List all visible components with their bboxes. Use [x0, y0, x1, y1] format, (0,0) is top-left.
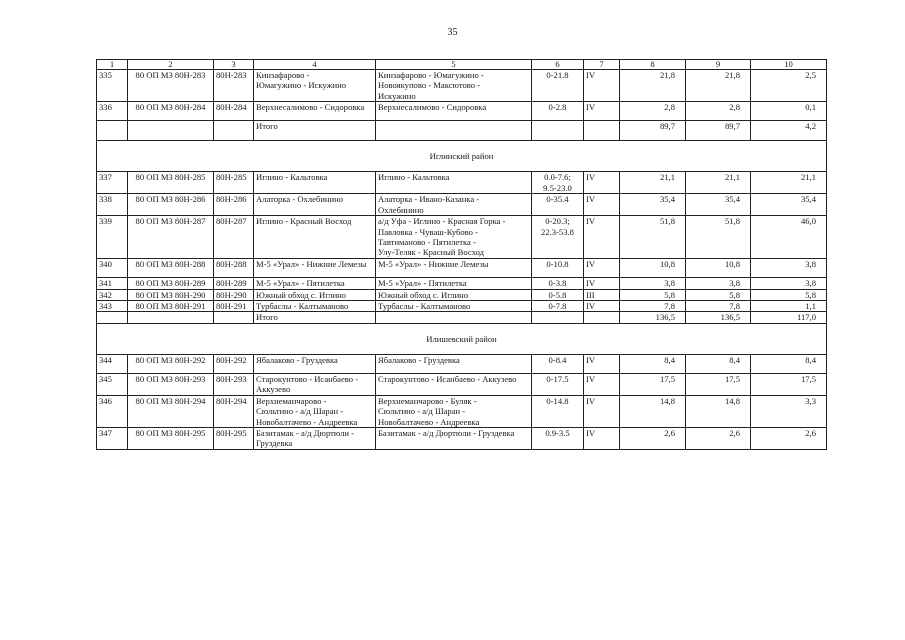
road-short-id: 80Н-288 — [214, 259, 254, 278]
road-id: 80 ОП МЗ 80Н-286 — [128, 194, 214, 216]
km-range: 0-7.8 — [532, 301, 584, 312]
km-range: 0-8.4 — [532, 354, 584, 373]
road-route: М-5 «Урал» - Пятилетка — [376, 278, 532, 289]
row-number: 343 — [97, 301, 128, 312]
road-name: М-5 «Урал» - Пятилетка — [254, 278, 376, 289]
row-number: 341 — [97, 278, 128, 289]
column-number: 8 — [620, 60, 686, 70]
road-category: IV — [584, 172, 620, 194]
road-id: 80 ОП МЗ 80Н-284 — [128, 102, 214, 121]
length-value: 1,1 — [751, 301, 827, 312]
length-value: 51,8 — [686, 216, 751, 259]
road-short-id: 80Н-285 — [214, 172, 254, 194]
column-number: 1 — [97, 60, 128, 70]
column-number: 7 — [584, 60, 620, 70]
road-short-id: 80Н-291 — [214, 301, 254, 312]
length-value: 2,8 — [620, 102, 686, 121]
road-name: Кинзафарово - Юмагужино - Искужино — [254, 70, 376, 102]
empty-cell — [97, 312, 128, 323]
length-value: 10,8 — [620, 259, 686, 278]
length-value: 5,8 — [620, 289, 686, 300]
total-value: 89,7 — [620, 121, 686, 141]
road-route: Верхнесалимово - Сидоровка — [376, 102, 532, 121]
empty-cell — [376, 121, 532, 141]
road-id: 80 ОП МЗ 80Н-283 — [128, 70, 214, 102]
empty-cell — [532, 121, 584, 141]
page-number: 35 — [447, 27, 458, 38]
km-range: 0-10.8 — [532, 259, 584, 278]
column-number: 10 — [751, 60, 827, 70]
length-value: 17,5 — [751, 373, 827, 395]
road-id: 80 ОП МЗ 80Н-290 — [128, 289, 214, 300]
length-value: 17,5 — [620, 373, 686, 395]
length-value: 2,6 — [686, 428, 751, 450]
length-value: 35,4 — [751, 194, 827, 216]
total-row — [97, 121, 827, 141]
row-number: 345 — [97, 373, 128, 395]
km-range: 0.0-7.6; 9.5-23.0 — [532, 172, 584, 194]
length-value: 3,8 — [620, 278, 686, 289]
table-row — [97, 194, 827, 216]
length-value: 3,3 — [751, 395, 827, 427]
length-value: 2,8 — [686, 102, 751, 121]
total-value: 136,5 — [620, 312, 686, 323]
column-number: 5 — [376, 60, 532, 70]
road-category: IV — [584, 428, 620, 450]
row-number: 338 — [97, 194, 128, 216]
road-name: Иглино - Красный Восход — [254, 216, 376, 259]
road-name: Базитамак - а/д Дюртюли - Груздевка — [254, 428, 376, 450]
row-number: 340 — [97, 259, 128, 278]
road-id: 80 ОП МЗ 80Н-294 — [128, 395, 214, 427]
length-value: 17,5 — [686, 373, 751, 395]
length-value: 2,6 — [751, 428, 827, 450]
column-number-row — [97, 60, 827, 70]
empty-cell — [532, 312, 584, 323]
empty-cell — [584, 121, 620, 141]
road-short-id: 80Н-283 — [214, 70, 254, 102]
road-route: Ябалаково - Груздевка — [376, 354, 532, 373]
road-route: Верхнеманчарово - Буляк - Сюльтино - а/д Шаран - Новобалтачево - Андреевка — [376, 395, 532, 427]
length-value: 3,8 — [751, 278, 827, 289]
table-row — [97, 278, 827, 289]
road-category: IV — [584, 395, 620, 427]
table-row — [97, 259, 827, 278]
total-row — [97, 312, 827, 323]
road-short-id: 80Н-294 — [214, 395, 254, 427]
road-id: 80 ОП МЗ 80Н-288 — [128, 259, 214, 278]
length-value: 51,8 — [620, 216, 686, 259]
row-number: 346 — [97, 395, 128, 427]
total-label: Итого — [254, 312, 376, 323]
road-name: Верхнесалимово - Сидоровка — [254, 102, 376, 121]
row-number: 335 — [97, 70, 128, 102]
district-name: Илишевский район — [97, 323, 827, 354]
length-value: 8,4 — [686, 354, 751, 373]
road-short-id: 80Н-286 — [214, 194, 254, 216]
column-number: 6 — [532, 60, 584, 70]
table-row — [97, 289, 827, 300]
length-value: 21,8 — [686, 70, 751, 102]
table-row — [97, 428, 827, 450]
empty-cell — [97, 121, 128, 141]
road-category: IV — [584, 354, 620, 373]
road-route: Старокунтово - Исанбаево - Аккузево — [376, 373, 532, 395]
road-short-id: 80Н-284 — [214, 102, 254, 121]
road-id: 80 ОП МЗ 80Н-291 — [128, 301, 214, 312]
empty-cell — [214, 121, 254, 141]
km-range: 0-3.8 — [532, 278, 584, 289]
total-value: 117,0 — [751, 312, 827, 323]
length-value: 7,8 — [620, 301, 686, 312]
road-route: Иглино - Кальтовка — [376, 172, 532, 194]
length-value: 35,4 — [620, 194, 686, 216]
km-range: 0-17.5 — [532, 373, 584, 395]
length-value: 35,4 — [686, 194, 751, 216]
row-number: 342 — [97, 289, 128, 300]
road-name: Иглино - Кальтовка — [254, 172, 376, 194]
row-number: 344 — [97, 354, 128, 373]
empty-cell — [214, 312, 254, 323]
length-value: 3,8 — [686, 278, 751, 289]
row-number: 347 — [97, 428, 128, 450]
road-name: Старокунтово - Исанбаево - Аккузево — [254, 373, 376, 395]
table-row — [97, 395, 827, 427]
km-range: 0-2.8 — [532, 102, 584, 121]
roads-table — [96, 59, 827, 450]
column-number: 4 — [254, 60, 376, 70]
road-short-id: 80Н-290 — [214, 289, 254, 300]
table-row — [97, 70, 827, 102]
table-row — [97, 172, 827, 194]
road-route: Южный обход с. Иглино — [376, 289, 532, 300]
km-range: 0-14.8 — [532, 395, 584, 427]
length-value: 46,0 — [751, 216, 827, 259]
km-range: 0-35.4 — [532, 194, 584, 216]
road-category: IV — [584, 216, 620, 259]
road-short-id: 80Н-292 — [214, 354, 254, 373]
road-route: Турбаслы - Калтыманово — [376, 301, 532, 312]
road-id: 80 ОП МЗ 80Н-287 — [128, 216, 214, 259]
road-short-id: 80Н-295 — [214, 428, 254, 450]
km-range: 0-20.3; 22.3-53.8 — [532, 216, 584, 259]
road-route: Алаторка - Ивано-Казанка - Охлебинино — [376, 194, 532, 216]
road-category: III — [584, 289, 620, 300]
table-row — [97, 301, 827, 312]
length-value: 2,5 — [751, 70, 827, 102]
table-row — [97, 216, 827, 259]
length-value: 0,1 — [751, 102, 827, 121]
length-value: 7,8 — [686, 301, 751, 312]
district-name: Иглинский район — [97, 141, 827, 172]
length-value: 3,8 — [751, 259, 827, 278]
km-range: 0-21.8 — [532, 70, 584, 102]
column-number: 9 — [686, 60, 751, 70]
district-row — [97, 323, 827, 354]
column-number: 2 — [128, 60, 214, 70]
column-number: 3 — [214, 60, 254, 70]
road-id: 80 ОП МЗ 80Н-292 — [128, 354, 214, 373]
road-name: Алаторка - Охлебинино — [254, 194, 376, 216]
road-category: IV — [584, 301, 620, 312]
length-value: 8,4 — [620, 354, 686, 373]
road-short-id: 80Н-287 — [214, 216, 254, 259]
road-short-id: 80Н-293 — [214, 373, 254, 395]
empty-cell — [584, 312, 620, 323]
road-category: IV — [584, 70, 620, 102]
road-route: Кинзафарово - Юмагужино - Новоякупово - Максютово - Искужино — [376, 70, 532, 102]
road-short-id: 80Н-289 — [214, 278, 254, 289]
row-number: 336 — [97, 102, 128, 121]
length-value: 5,8 — [751, 289, 827, 300]
km-range: 0-5.8 — [532, 289, 584, 300]
road-name: М-5 «Урал» - Нижние Лемезы — [254, 259, 376, 278]
length-value: 8,4 — [751, 354, 827, 373]
total-value: 89,7 — [686, 121, 751, 141]
length-value: 10,8 — [686, 259, 751, 278]
total-label: Итого — [254, 121, 376, 141]
empty-cell — [376, 312, 532, 323]
road-id: 80 ОП МЗ 80Н-295 — [128, 428, 214, 450]
total-value: 136,5 — [686, 312, 751, 323]
road-name: Турбаслы - Калтыманово — [254, 301, 376, 312]
empty-cell — [128, 312, 214, 323]
road-route: а/д Уфа - Иглино - Красная Горка - Павловка - Чуваш-Кубово - Тавтиманово - Пятилетка - Улу-Теляк - Красный Восход — [376, 216, 532, 259]
road-name: Ябалаково - Груздевка — [254, 354, 376, 373]
km-range: 0.9-3.5 — [532, 428, 584, 450]
table-row — [97, 102, 827, 121]
road-category: IV — [584, 373, 620, 395]
road-category: IV — [584, 259, 620, 278]
road-route: М-5 «Урал» - Нижние Лемезы — [376, 259, 532, 278]
length-value: 21,1 — [686, 172, 751, 194]
table-row — [97, 373, 827, 395]
length-value: 14,8 — [686, 395, 751, 427]
length-value: 21,1 — [620, 172, 686, 194]
road-id: 80 ОП МЗ 80Н-289 — [128, 278, 214, 289]
length-value: 5,8 — [686, 289, 751, 300]
road-category: IV — [584, 194, 620, 216]
empty-cell — [128, 121, 214, 141]
road-name: Южный обход с. Иглино — [254, 289, 376, 300]
road-id: 80 ОП МЗ 80Н-285 — [128, 172, 214, 194]
road-name: Верхнеманчарово - Сюльтино - а/д Шаран - Новобалтачево - Андреевка — [254, 395, 376, 427]
length-value: 14,8 — [620, 395, 686, 427]
length-value: 21,1 — [751, 172, 827, 194]
row-number: 339 — [97, 216, 128, 259]
table-row — [97, 354, 827, 373]
length-value: 2,6 — [620, 428, 686, 450]
row-number: 337 — [97, 172, 128, 194]
district-row — [97, 141, 827, 172]
road-category: IV — [584, 102, 620, 121]
length-value: 21,8 — [620, 70, 686, 102]
road-id: 80 ОП МЗ 80Н-293 — [128, 373, 214, 395]
road-category: IV — [584, 278, 620, 289]
road-route: Базитамак - а/д Дюртюли - Груздевка — [376, 428, 532, 450]
total-value: 4,2 — [751, 121, 827, 141]
